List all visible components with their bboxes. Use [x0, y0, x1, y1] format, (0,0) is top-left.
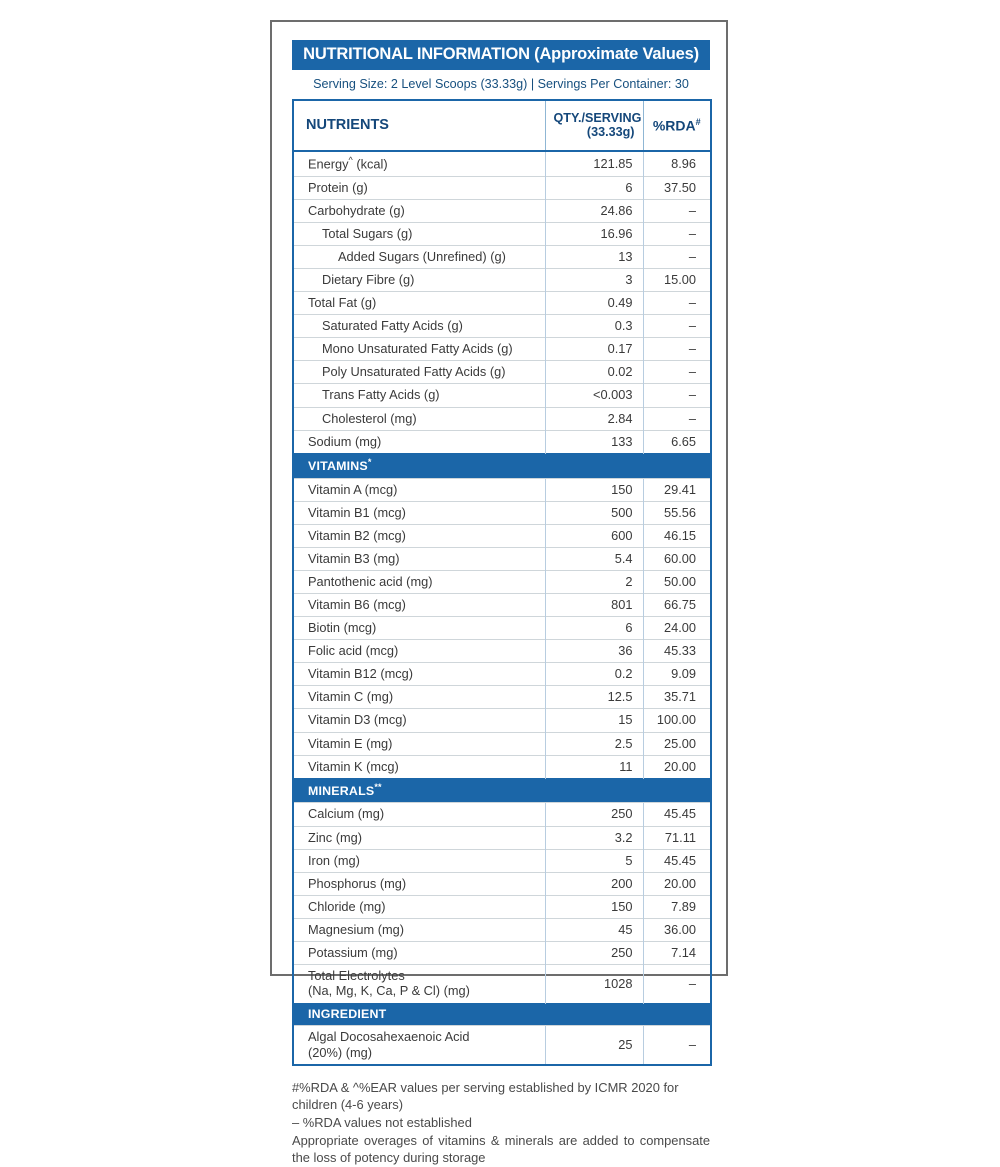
footnote-line: – %RDA values not established	[292, 1115, 472, 1131]
nutrient-rda-percent: –	[643, 245, 711, 268]
column-header-rda-label: %RDA	[652, 117, 696, 134]
nutrient-name-line1: Chloride (mg)	[308, 898, 386, 914]
nutrient-name-line1: Vitamin B6 (mcg)	[308, 596, 406, 612]
nutrient-qty-per-serving: 600	[545, 524, 643, 547]
table-section-header	[293, 1003, 711, 1026]
nutrient-qty-per-serving: 150	[545, 895, 643, 918]
nutrient-qty-per-serving: 6	[545, 176, 643, 199]
table-row	[293, 872, 711, 895]
nutrient-qty-per-serving: 6	[545, 617, 643, 640]
nutrient-name	[293, 269, 545, 292]
table-row	[293, 570, 711, 593]
nutrient-qty-per-serving: 0.49	[545, 292, 643, 315]
nutrient-rda-percent: 7.14	[643, 942, 711, 965]
nutrient-rda-percent: 71.11	[643, 826, 711, 849]
nutrient-name-line1: Total Fat (g)	[308, 295, 377, 311]
table-row	[293, 222, 711, 245]
table-row	[293, 755, 711, 778]
nutrient-name-line1: Protein (g)	[308, 179, 368, 195]
nutrient-name	[293, 547, 545, 570]
nutrient-name	[293, 384, 545, 407]
nutrient-name-line1: Vitamin K (mcg)	[308, 758, 399, 774]
nutrient-name-line1: Folic acid (mcg)	[308, 643, 399, 659]
column-header-rda-superscript: #	[695, 116, 701, 127]
table-header	[293, 100, 711, 151]
nutrient-qty-per-serving: 5.4	[545, 547, 643, 570]
nutrient-name	[293, 918, 545, 941]
nutrient-qty-per-serving: 24.86	[545, 199, 643, 222]
nutrient-qty-per-serving: 801	[545, 593, 643, 616]
nutrient-rda-percent: 45.45	[643, 803, 711, 826]
nutrient-rda-percent: –	[643, 361, 711, 384]
table-row	[293, 547, 711, 570]
table-row	[293, 361, 711, 384]
table-row	[293, 663, 711, 686]
nutrient-name	[293, 407, 545, 430]
nutrient-qty-per-serving: 25	[545, 1026, 643, 1065]
table-row	[293, 199, 711, 222]
nutrient-name	[293, 315, 545, 338]
column-header-qty-line2: (33.33g)	[586, 125, 635, 140]
nutrient-name-line1: Vitamin B12 (mcg)	[308, 666, 414, 682]
nutrient-name-line1: Carbohydrate (g)	[308, 202, 405, 218]
nutrient-rda-percent: 20.00	[643, 872, 711, 895]
nutrient-rda-percent: 50.00	[643, 570, 711, 593]
table-row	[293, 918, 711, 941]
nutrient-name-line1: Poly Unsaturated Fatty Acids (g)	[322, 364, 506, 380]
nutrient-rda-percent: –	[643, 199, 711, 222]
nutrient-rda-percent: 35.71	[643, 686, 711, 709]
nutrient-name	[293, 617, 545, 640]
table-row	[293, 176, 711, 199]
nutrient-name	[293, 430, 545, 453]
table-row	[293, 849, 711, 872]
nutrient-qty-per-serving: 2	[545, 570, 643, 593]
nutrient-rda-percent: 66.75	[643, 593, 711, 616]
nutrient-qty-per-serving: 500	[545, 501, 643, 524]
page-title: NUTRITIONAL INFORMATION (Approximate Values)	[292, 40, 710, 70]
nutrient-name	[293, 501, 545, 524]
table-section-header	[293, 778, 711, 803]
section-header-label: VITAMINS*	[293, 453, 711, 478]
table-row	[293, 1026, 711, 1065]
table-row	[293, 245, 711, 268]
nutrient-name	[293, 176, 545, 199]
nutrient-name-line1: Total Sugars (g)	[322, 225, 413, 241]
column-header-qty-line1: QTY./SERVING	[553, 111, 642, 126]
section-header-label: MINERALS**	[293, 778, 711, 803]
table-row	[293, 315, 711, 338]
nutrient-name-superscript: ^	[348, 155, 353, 166]
nutrient-rda-percent: 24.00	[643, 617, 711, 640]
nutrient-qty-per-serving: 5	[545, 849, 643, 872]
column-header-qty-per-serving	[545, 100, 643, 151]
nutrient-rda-percent: –	[643, 338, 711, 361]
table-row	[293, 826, 711, 849]
table-row	[293, 803, 711, 826]
nutrient-rda-percent: 37.50	[643, 176, 711, 199]
table-row	[293, 593, 711, 616]
nutrient-name	[293, 663, 545, 686]
nutrient-qty-per-serving: 45	[545, 918, 643, 941]
footnote-line: #%RDA & ^%EAR values per serving established by ICMR 2020 for children (4-6 years)	[292, 1080, 679, 1113]
nutrient-name	[293, 199, 545, 222]
nutrient-rda-percent: 45.45	[643, 849, 711, 872]
nutrient-qty-per-serving: 250	[545, 942, 643, 965]
nutrient-name-line1: Trans Fatty Acids (g)	[322, 387, 440, 403]
nutrient-name	[293, 361, 545, 384]
nutrient-name-line1: Vitamin C (mg)	[308, 689, 394, 705]
nutrient-name	[293, 338, 545, 361]
section-header-label: INGREDIENT	[293, 1003, 711, 1026]
table-row	[293, 501, 711, 524]
nutrient-name-line1: Phosphorus (mg)	[308, 875, 407, 891]
table-row	[293, 151, 711, 176]
nutrient-name-line1: Algal Docosahexaenoic Acid	[308, 1029, 470, 1045]
serving-size-line: Serving Size: 2 Level Scoops (33.33g) | Servings Per Container: 30	[313, 76, 689, 91]
nutrient-name-line1: Cholesterol (mg)	[322, 410, 417, 426]
nutrient-name-line1: Saturated Fatty Acids (g)	[322, 318, 463, 334]
table-row	[293, 709, 711, 732]
table-row	[293, 732, 711, 755]
nutrient-qty-per-serving: 2.5	[545, 732, 643, 755]
table-row	[293, 338, 711, 361]
nutrient-name	[293, 151, 545, 176]
nutrient-rda-percent: –	[643, 292, 711, 315]
nutrition-panel-inner	[292, 40, 710, 1167]
nutrient-qty-per-serving: 0.3	[545, 315, 643, 338]
nutrient-rda-percent: 60.00	[643, 547, 711, 570]
nutrient-rda-percent: –	[643, 315, 711, 338]
nutrient-name	[293, 732, 545, 755]
nutrient-qty-per-serving: 15	[545, 709, 643, 732]
nutrient-rda-percent: 46.15	[643, 524, 711, 547]
footnote-line: Appropriate overages of vitamins & minerals are added to compensate the loss of potency during storage	[292, 1133, 710, 1166]
nutrient-qty-per-serving: <0.003	[545, 384, 643, 407]
nutrient-rda-percent: 6.65	[643, 430, 711, 453]
nutrient-name	[293, 570, 545, 593]
table-row	[293, 942, 711, 965]
nutrient-qty-per-serving: 121.85	[545, 151, 643, 176]
nutrient-rda-percent: 36.00	[643, 918, 711, 941]
section-header-superscript: **	[374, 781, 382, 792]
table-row	[293, 430, 711, 453]
nutrient-name	[293, 593, 545, 616]
column-header-rda	[643, 100, 711, 151]
table-row	[293, 292, 711, 315]
nutrient-qty-per-serving: 3.2	[545, 826, 643, 849]
table-row	[293, 478, 711, 501]
nutrient-name-line1: Biotin (mcg)	[308, 620, 377, 636]
nutrient-qty-per-serving: 0.17	[545, 338, 643, 361]
nutrient-rda-percent: –	[643, 965, 711, 1004]
nutrition-panel	[270, 20, 728, 1166]
nutrient-name	[293, 292, 545, 315]
nutrient-name	[293, 524, 545, 547]
table-row	[293, 384, 711, 407]
nutrient-rda-percent: 9.09	[643, 663, 711, 686]
nutrient-rda-percent: 29.41	[643, 478, 711, 501]
nutrient-qty-per-serving: 200	[545, 872, 643, 895]
nutrient-rda-percent: 15.00	[643, 269, 711, 292]
table-row	[293, 617, 711, 640]
nutrient-qty-per-serving: 13	[545, 245, 643, 268]
nutrient-name-line1: Vitamin B1 (mcg)	[308, 504, 406, 520]
nutrient-name-line1: Sodium (mg)	[308, 433, 382, 449]
nutrient-name	[293, 222, 545, 245]
table-row	[293, 895, 711, 918]
table-row	[293, 407, 711, 430]
nutrient-name-line1: Total Electrolytes	[308, 968, 405, 984]
nutrient-rda-percent: 55.56	[643, 501, 711, 524]
nutrient-name-line1: Vitamin B2 (mcg)	[308, 527, 406, 543]
nutrient-name	[293, 849, 545, 872]
nutrient-rda-percent: 25.00	[643, 732, 711, 755]
nutrient-name-line1: Magnesium (mg)	[308, 921, 405, 937]
nutrient-qty-per-serving: 11	[545, 755, 643, 778]
nutrient-name	[293, 965, 545, 1004]
nutrient-qty-per-serving: 1028	[545, 965, 643, 1004]
nutrition-table	[292, 99, 712, 1066]
table-body	[293, 151, 711, 1065]
nutrient-name-line1: Dietary Fibre (g)	[322, 272, 415, 288]
table-row	[293, 269, 711, 292]
footnotes	[292, 1079, 710, 1166]
nutrient-name	[293, 1026, 545, 1065]
nutrient-rda-percent: –	[643, 1026, 711, 1065]
nutrient-name-line2: (20%) (mg)	[308, 1044, 372, 1060]
nutrient-name-line1: Mono Unsaturated Fatty Acids (g)	[322, 341, 513, 357]
nutrient-name	[293, 755, 545, 778]
nutrient-name	[293, 709, 545, 732]
nutrient-qty-per-serving: 2.84	[545, 407, 643, 430]
nutrient-qty-per-serving: 250	[545, 803, 643, 826]
nutrient-rda-percent: –	[643, 407, 711, 430]
nutrient-name-line1: Calcium (mg)	[308, 806, 385, 822]
table-row	[293, 640, 711, 663]
nutrient-name-line1: Potassium (mg)	[308, 945, 398, 961]
nutrient-rda-percent: –	[643, 384, 711, 407]
column-header-nutrients: NUTRIENTS	[293, 100, 545, 151]
nutrient-rda-percent: 20.00	[643, 755, 711, 778]
nutrient-qty-per-serving: 133	[545, 430, 643, 453]
nutrient-name-line1: Pantothenic acid (mg)	[308, 573, 433, 589]
nutrient-rda-percent: –	[643, 222, 711, 245]
nutrient-name	[293, 803, 545, 826]
table-header-row	[293, 100, 711, 151]
nutrient-name	[293, 872, 545, 895]
table-row	[293, 524, 711, 547]
nutrient-name	[293, 826, 545, 849]
nutrient-name	[293, 942, 545, 965]
nutrient-qty-per-serving: 150	[545, 478, 643, 501]
nutrient-name-line1: Added Sugars (Unrefined) (g)	[338, 248, 506, 264]
nutrient-name-line1: Zinc (mg)	[308, 829, 363, 845]
nutrient-rda-percent: 100.00	[643, 709, 711, 732]
table-row	[293, 686, 711, 709]
nutrient-rda-percent: 7.89	[643, 895, 711, 918]
nutrient-qty-per-serving: 0.2	[545, 663, 643, 686]
table-row	[293, 965, 711, 1004]
nutrient-name	[293, 686, 545, 709]
nutrient-unit: (kcal)	[352, 156, 388, 172]
nutrient-qty-per-serving: 0.02	[545, 361, 643, 384]
nutrient-name-line1: Iron (mg)	[308, 852, 360, 868]
nutrient-name	[293, 640, 545, 663]
table-section-header	[293, 453, 711, 478]
nutrient-name	[293, 895, 545, 918]
nutrient-name-line2: (Na, Mg, K, Ca, P & Cl) (mg)	[308, 983, 470, 999]
nutrient-name-line1: Energy	[308, 156, 349, 172]
nutrient-qty-per-serving: 36	[545, 640, 643, 663]
section-header-superscript: *	[367, 456, 372, 467]
nutrient-name	[293, 478, 545, 501]
nutrient-name	[293, 245, 545, 268]
nutrient-name-line1: Vitamin A (mcg)	[308, 481, 398, 497]
nutrient-rda-percent: 45.33	[643, 640, 711, 663]
nutrient-qty-per-serving: 3	[545, 269, 643, 292]
nutrient-qty-per-serving: 12.5	[545, 686, 643, 709]
nutrient-name-line1: Vitamin E (mg)	[308, 735, 393, 751]
nutrient-name-line1: Vitamin D3 (mcg)	[308, 712, 407, 728]
nutrient-rda-percent: 8.96	[643, 151, 711, 176]
nutrient-qty-per-serving: 16.96	[545, 222, 643, 245]
nutrient-name-line1: Vitamin B3 (mg)	[308, 550, 400, 566]
